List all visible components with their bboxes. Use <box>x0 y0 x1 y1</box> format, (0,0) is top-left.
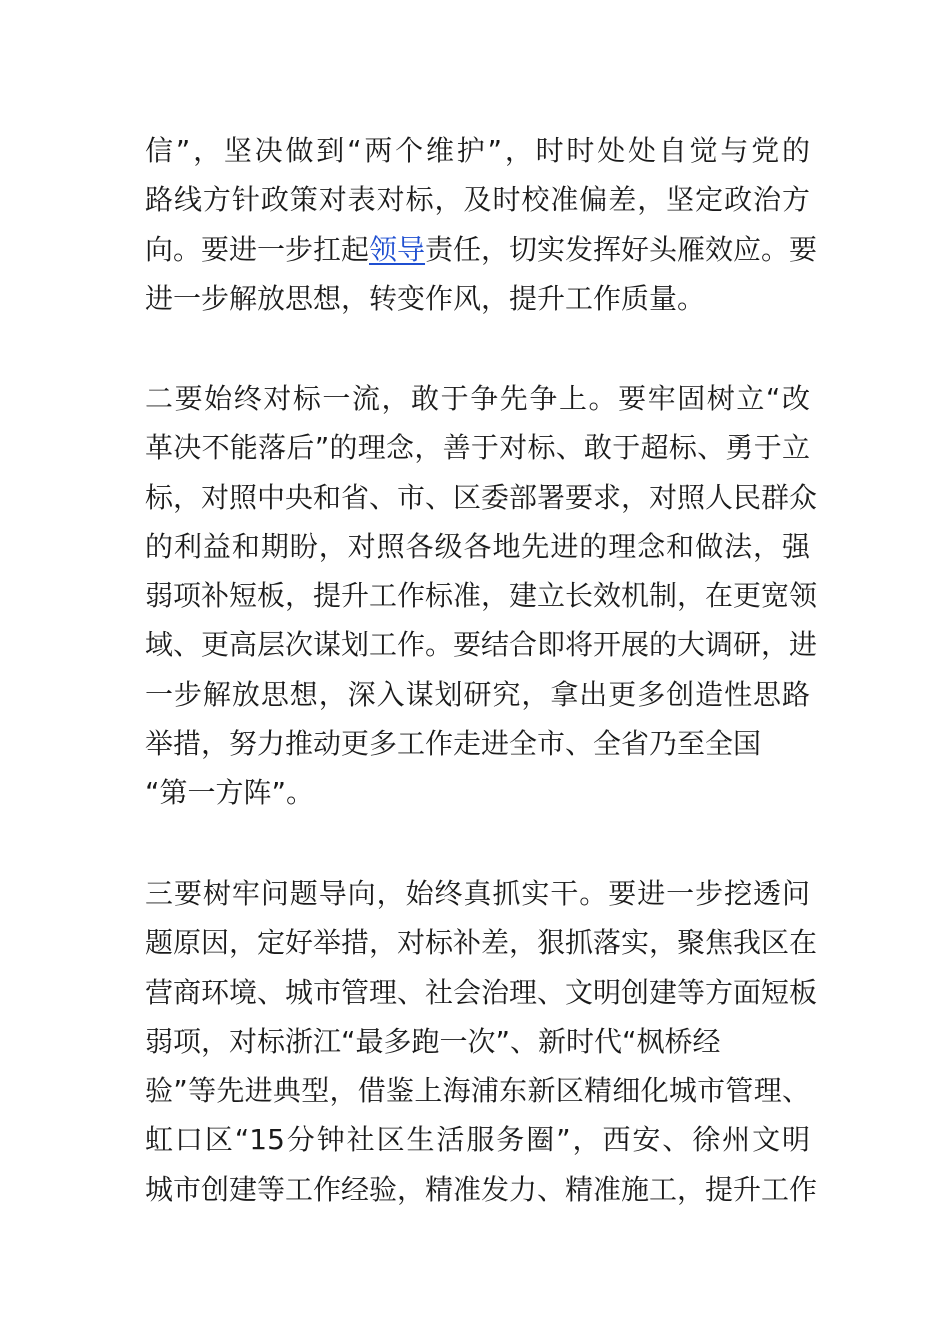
paragraph-3 <box>145 869 818 1214</box>
text-line: 二要始终对标一流，敢于争先争上。要牢固树立“改 <box>145 382 810 415</box>
text-line: 进一步解放思想，转变作风，提升工作质量。 <box>145 281 706 315</box>
text-line: 题原因，定好举措，对标补差，狠抓落实，聚焦我区在 <box>145 926 818 960</box>
text-line: 举措，努力推动更多工作走进全市、全省乃至全国 <box>145 727 762 761</box>
text-segment: 责任，切实发挥好头雁效应。要 <box>425 232 818 266</box>
text-line: 弱项，对标浙江“最多跑一次”、新时代“枫桥经 <box>145 1024 721 1058</box>
text-line: 虹口区“15分钟社区生活服务圈”，西安、徐州文明 <box>145 1123 810 1157</box>
text-segment: 向。要进一步扛起 <box>145 232 370 266</box>
text-line: 营商环境、城市管理、社会治理、文明创建等方面短板 <box>145 975 818 1009</box>
text-line: “第一方阵”。 <box>145 776 315 810</box>
text-line: 三要树牢问题导向，始终真抓实干。要进一步挖透问 <box>145 877 810 910</box>
text-line: 城市创建等工作经验，精准发力、精准施工，提升工作 <box>145 1172 818 1206</box>
text-line: 革决不能落后”的理念，善于对标、敢于超标、勇于立 <box>145 431 810 465</box>
text-line: 验”等先进典型，借鉴上海浦东新区精细化城市管理、 <box>145 1074 810 1108</box>
text-line: 弱项补短板，提升工作标准，建立长效机制，在更宽领 <box>145 579 818 613</box>
text-line-with-link <box>145 225 818 274</box>
paragraph-1 <box>145 126 818 323</box>
text-line: 信”，坚决做到“两个维护”，时时处处自觉与党的 <box>145 134 810 167</box>
text-line: 路线方针政策对表对标，及时校准偏差，坚定政治方 <box>145 183 810 217</box>
leadership-link[interactable]: 领导 <box>369 232 426 266</box>
text-line: 标，对照中央和省、市、区委部署要求，对照人民群众 <box>145 480 818 514</box>
paragraph-2 <box>145 374 818 818</box>
text-line: 一步解放思想，深入谋划研究，拿出更多创造性思路 <box>145 677 810 711</box>
text-line: 域、更高层次谋划工作。要结合即将开展的大调研，进 <box>145 628 818 662</box>
text-line: 的利益和期盼，对照各级各地先进的理念和做法，强 <box>145 529 810 563</box>
